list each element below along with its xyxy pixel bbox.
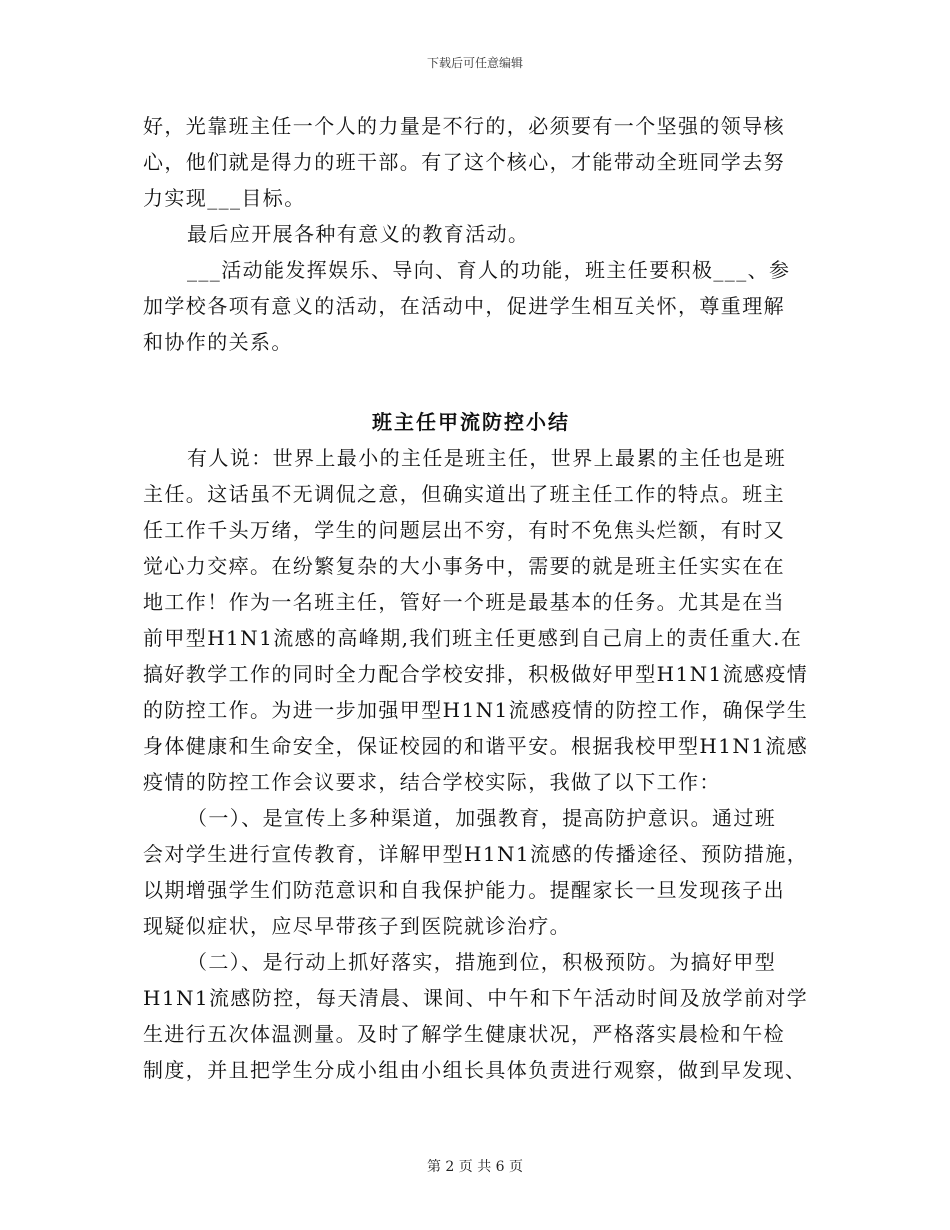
paragraph-line: 的防控工作。为进一步加强甲型H1N1流感疫情的防控工作，确保学生 [143,698,809,722]
paragraph-line: 前甲型H1N1流感的高峰期,我们班主任更感到自己肩上的责任重大.在 [143,626,803,650]
paragraph-line: 力实现___目标。 [143,186,306,210]
paragraph-line: （一）、是宣传上多种渠道，加强教育，提高防护意识。通过班 [187,806,777,830]
paragraph-line: 地工作！作为一名班主任，管好一个班是最基本的任务。尤其是在当 [143,590,785,614]
paragraph-line: 最后应开展各种有意义的教育活动。 [187,222,530,246]
paragraph-line: 好，光靠班主任一个人的力量是不行的，必须要有一个坚强的领导核 [143,114,785,138]
paragraph-line: 搞好教学工作的同时全力配合学校安排，积极做好甲型H1N1流感疫情 [143,662,809,686]
paragraph-line: 加学校各项有意义的活动，在活动中，促进学生相互关怀，尊重理解 [143,294,785,318]
page-header: 下载后可任意编辑 [426,56,523,70]
paragraph-line: 觉心力交瘁。在纷繁复杂的大小事务中，需要的就是班主任实实在在 [143,554,785,578]
page-number: 第 2 页 共 6 页 [426,1159,524,1175]
section-gap [143,360,799,404]
paragraph-line: 生进行五次体温测量。及时了解学生健康状况，严格落实晨检和午检 [143,1022,785,1046]
paragraph-line: 会对学生进行宣传教育，详解甲型H1N1流感的传播途径、预防措施， [143,842,809,866]
paragraph-line: （二）、是行动上抓好落实，措施到位，积极预防。为搞好甲型 [187,950,777,974]
paragraph-line: ___活动能发挥娱乐、导向、育人的功能，班主任要积极___、参 [187,258,791,282]
paragraph-line: 现疑似症状，应尽早带孩子到医院就诊治疗。 [143,914,571,938]
paragraph-line: 疫情的防控工作会议要求，结合学校实际，我做了以下工作： [143,770,721,794]
document-body [143,108,809,1088]
paragraph-line: H1N1流感防控，每天清晨、课间、中午和下午活动时间及放学前对学 [143,986,809,1010]
paragraph-line: 制度，并且把学生分成小组由小组长具体负责进行观察，做到早发现、 [143,1058,807,1082]
paragraph-line: 任工作千头万绪，学生的问题层出不穷，有时不免焦头烂额，有时又 [143,518,785,542]
paragraph-line: 主任。这话虽不无调侃之意，但确实道出了班主任工作的特点。班主 [143,482,785,506]
paragraph-line: 有人说：世界上最小的主任是班主任，世界上最累的主任也是班 [187,446,787,470]
paragraph-line: 和协作的关系。 [143,330,293,354]
paragraph-line: 心，他们就是得力的班干部。有了这个核心，才能带动全班同学去努 [143,150,785,174]
paragraph-line: 以期增强学生们防范意识和自我保护能力。提醒家长一旦发现孩子出 [143,878,785,902]
section-title: 班主任甲流防控小结 [372,410,570,434]
paragraph-line: 身体健康和生命安全，保证校园的和谐平安。根据我校甲型H1N1流感 [143,734,809,758]
